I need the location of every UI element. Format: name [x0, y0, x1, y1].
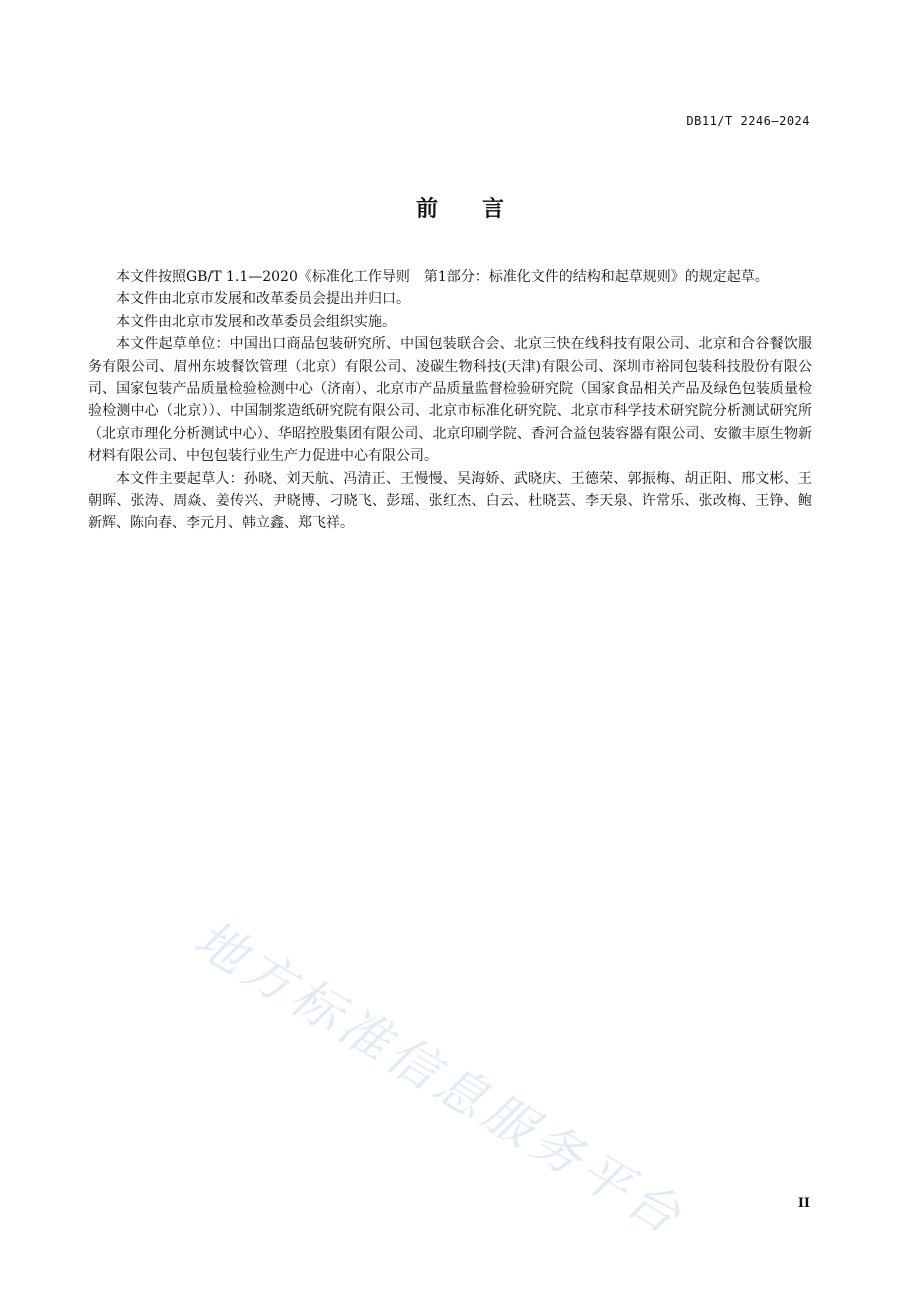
standard-code: DB11/T 2246—2024: [686, 114, 810, 128]
paragraph-drafting-rules: 本文件按照GB/T 1.1—2020《标准化工作导则 第1部分：标准化文件的结构和起草规则》的规定起草。: [116, 269, 769, 285]
paragraph-main-drafters: 本文件主要起草人：孙晓、刘天航、冯清正、王慢慢、吴海娇、武晓庆、王德荣、郭振梅、胡正阳、邢文彬、王朝晖、张涛、周焱、姜传兴、尹晓博、刁晓飞、彭瑶、张红杰、白云、杜晓芸、李天泉、许常乐、张改梅、王铮、鲍新辉、陈向春、李元月、韩立鑫、郑飞祥。: [88, 470, 812, 532]
foreword-body: [88, 266, 812, 535]
paragraph-drafting-units: 本文件起草单位：中国出口商品包装研究所、中国包装联合会、北京三快在线科技有限公司、北京和合谷餐饮服务有限公司、眉州东坡餐饮管理（北京）有限公司、凌碳生物科技(天津)有限公司、深圳市裕同包装科技股份有限公司、国家包装产品质量检验检测中心（济南）、北京市产品质量监督检验研究院（国家食品相关产品及绿色包装质量检验检测中心（北京））、中国制浆造纸研究院有限公司、北京市标准化研究院、北京市科学技术研究院分析测试研究所（北京市理化分析测试中心）、华昭控股集团有限公司、北京印刷学院、香河合益包装容器有限公司、安徽丰原生物新材料有限公司、中包包装行业生产力促进中心有限公司。: [88, 336, 812, 465]
page-number: II: [797, 1196, 810, 1211]
page-title: 前言: [415, 197, 548, 222]
paragraph-proposer: 本文件由北京市发展和改革委员会提出并归口。: [116, 291, 410, 308]
watermark: 地方标准信息服务平台: [184, 909, 695, 1248]
paragraph-implementer: 本文件由北京市发展和改革委员会组织实施。: [116, 313, 396, 330]
